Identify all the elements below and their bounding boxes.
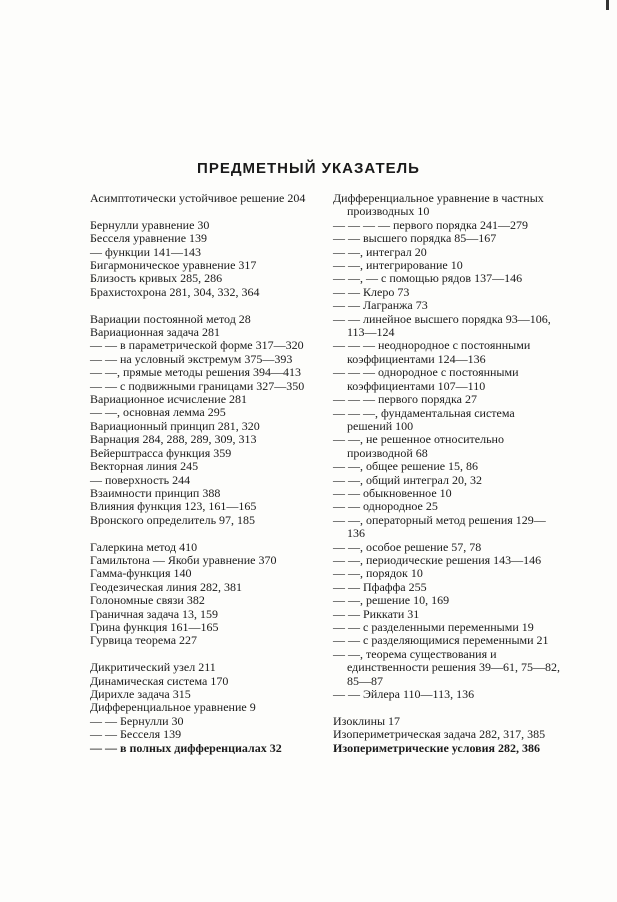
index-entry: Взаимности принцип 388 (90, 485, 221, 500)
index-entry: — — — неоднородное с постоянными коэффициентами 124—136 (333, 338, 531, 366)
index-entry: Влияния функция 123, 161—165 (90, 499, 257, 514)
index-entry: — —, не решенное относительно производной 68 (333, 432, 504, 460)
index-gap (90, 205, 318, 218)
index-entry: Гамильтона — Якоби уравнение 370 (90, 552, 277, 567)
index-entry: — —, — с помощью рядов 137—146 (333, 271, 523, 286)
index-gap (333, 701, 561, 714)
index-entry: — — Риккати 31 (333, 606, 420, 621)
index-entry: — —, интегрирование 10 (333, 258, 463, 273)
index-entry: — —, основная лемма 295 (90, 405, 226, 420)
index-entry: Гурвица теорема 227 (90, 633, 198, 648)
index-entry: Гамма-функция 140 (90, 566, 192, 581)
index-entry: Изопериметрическая задача 282, 317, 385 (333, 727, 546, 742)
index-gap (90, 527, 318, 540)
index-entry: Бернулли уравнение 30 (90, 217, 210, 232)
index-entry: Векторная линия 245 (90, 459, 199, 474)
index-entry: — — в параметрической форме 317—320 (90, 338, 304, 353)
index-entry: Брахистохрона 281, 304, 332, 364 (90, 284, 260, 299)
index-entry: Геодезическая линия 282, 381 (90, 579, 242, 594)
index-entry: — — с разделяющимися переменными 21 (333, 633, 549, 648)
index-column-right (333, 192, 561, 755)
index-entry: — —, периодические решения 143—146 (333, 552, 542, 567)
index-entry: Грина функция 161—165 (90, 619, 219, 634)
index-entry: — — с разделенными переменными 19 (333, 620, 534, 634)
index-entry: — — —, фундаментальная система решений 100 (333, 405, 515, 433)
index-entry: Дифференциальное уравнение в частных производных 10 (333, 191, 544, 219)
index-entry: — —, общий интеграл 20, 32 (333, 472, 482, 487)
index-entry: — функции 141—143 (90, 244, 201, 259)
index-entry: Вронского определитель 97, 185 (90, 512, 256, 527)
index-entry: — — линейное высшего порядка 93—106, 113—124 (333, 311, 551, 340)
index-entry: — —, общее решение 15, 86 (333, 459, 479, 474)
index-entry: Асимптотически устойчивое решение 204 (90, 191, 306, 205)
index-entry: — — обыкновенное 10 (333, 485, 452, 500)
index-entry: — — на условный экстремум 375—393 (90, 351, 293, 366)
index-entry: Галеркина метод 410 (90, 539, 198, 554)
index-entry: — —, порядок 10 (333, 566, 423, 581)
index-entry: Варнация 284, 288, 289, 309, 313 (90, 432, 257, 447)
index-entry: Близость кривых 285, 286 (90, 271, 223, 286)
index-entry: — —, прямые методы решения 394—413 (90, 365, 302, 380)
index-entry: Граничная задача 13, 159 (90, 606, 219, 621)
index-entry: Вариационный принцип 281, 320 (90, 418, 260, 433)
index-entry: Изоклины 17 (333, 713, 401, 728)
index-entry: Вариационная задача 281 (90, 325, 220, 340)
index-entry: — —, особое решение 57, 78 (333, 539, 482, 554)
index-entry: Изопериметрические условия 282, 386 (333, 740, 541, 755)
index-entry: Бесселя уравнение 139 (90, 231, 208, 246)
index-entry: Дикритический узел 211 (90, 660, 216, 675)
index-column-left (90, 192, 318, 755)
index-entry: — —, теорема существования и единственности решения 39—61, 75—82, 85—87 (333, 646, 560, 688)
index-entry: — — — однородное с постоянными коэффициентами 107—110 (333, 365, 519, 393)
index-entry: — — Бесселя 139 (90, 727, 182, 742)
index-entry: — — Эйлера 110—113, 136 (333, 687, 475, 702)
index-entry: — — — — первого порядка 241—279 (333, 217, 528, 232)
index-entry: Динамическая система 170 (90, 673, 229, 688)
index-entry: — — Клеро 73 (333, 284, 410, 299)
index-entry: — — — первого порядка 27 (333, 392, 477, 407)
index-entry: Вариации постоянной метод 28 (90, 311, 251, 326)
index-entry: — — Пфаффа 255 (333, 579, 427, 594)
index-entry: Вейерштрасса функция 359 (90, 445, 232, 460)
index-entry: — — Бернулли 30 (90, 713, 184, 728)
index-entry: Вариационное исчисление 281 (90, 392, 248, 407)
index-entry: — —, решение 10, 169 (333, 593, 450, 608)
index-entry: — — высшего порядка 85—167 (333, 231, 497, 246)
index-entry: — —, интеграл 20 (333, 244, 427, 259)
index-gap (90, 299, 318, 312)
index-entry: — —, операторный метод решения 129—136 (333, 512, 546, 541)
scan-mark (606, 0, 609, 10)
index-gap (90, 648, 318, 661)
index-entry: — поверхность 244 (90, 472, 191, 487)
index-entry: — — с подвижными границами 327—350 (90, 378, 305, 393)
index-entry: Голономные связи 382 (90, 593, 205, 608)
index-entry: — — однородное 25 (333, 499, 438, 514)
page-title: ПРЕДМЕТНЫЙ УКАЗАТЕЛЬ (197, 160, 420, 177)
index-entry: Бигармоническое уравнение 317 (90, 258, 257, 273)
index-entry: Дифференциальное уравнение 9 (90, 700, 256, 715)
index-entry: Дирихле задача 315 (90, 686, 191, 701)
index-entry: — — в полных дифференциалах 32 (90, 740, 282, 755)
index-entry: — — Лагранжа 73 (333, 298, 428, 313)
